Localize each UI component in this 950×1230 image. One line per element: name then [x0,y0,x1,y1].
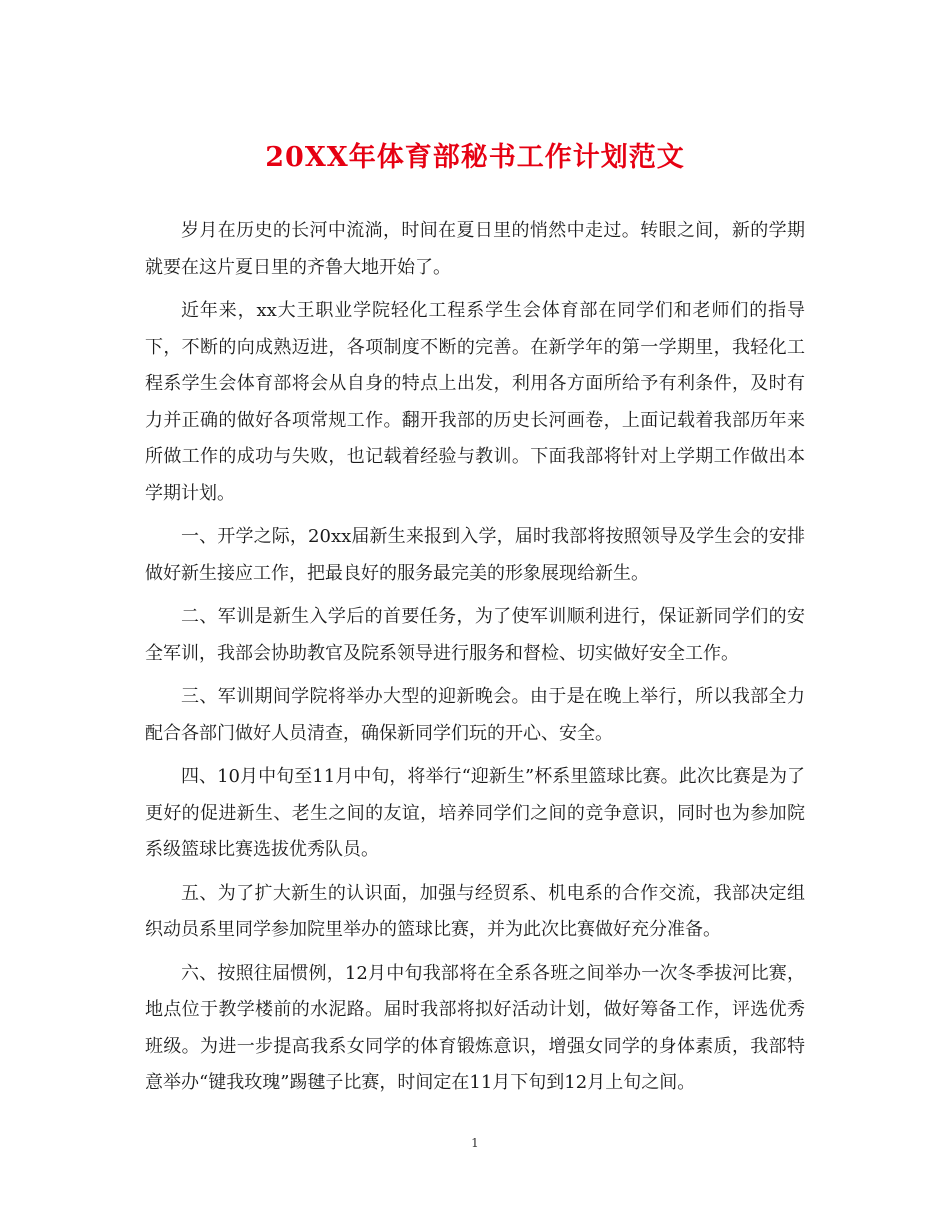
document-body [145,213,805,1109]
page-number: 1 [471,1136,479,1150]
document-title: 20XX年体育部秘书工作计划范文 [265,142,685,173]
paragraph: 三、军训期间学院将举办大型的迎新晚会。由于是在晚上举行，所以我部全力配合各部门做好人员清查，确保新同学们玩的开心、安全。 [145,686,805,744]
paragraph: 五、为了扩大新生的认识面，加强与经贸系、机电系的合作交流，我部决定组织动员系里同学参加院里举办的篮球比赛，并为此次比赛做好充分准备。 [145,882,805,940]
paragraph: 近年来，xx大王职业学院轻化工程系学生会体育部在同学们和老师们的指导下，不断的向成熟迈进，各项制度不断的完善。在新学年的第一学期里，我轻化工程系学生会体育部将会从自身的特点上出发，利用各方面所给予有利条件，及时有力并正确的做好各项常规工作。翻开我部的历史长河画卷，上面记载着我部历年来所做工作的成功与失败，也记载着经验与教训。下面我部将针对上学期工作做出本学期计划。 [145,300,805,504]
paragraph: 岁月在历史的长河中流淌，时间在夏日里的悄然中走过。转眼之间，新的学期就要在这片夏日里的齐鲁大地开始了。 [145,220,805,278]
paragraph: 二、军训是新生入学后的首要任务，为了使军训顺利进行，保证新同学们的安全军训，我部会协助教官及院系领导进行服务和督检、切实做好安全工作。 [145,606,805,664]
paragraph: 四、10月中旬至11月中旬，将举行“迎新生”杯系里篮球比赛。此次比赛是为了更好的促进新生、老生之间的友谊，培养同学们之间的竞争意识，同时也为参加院系级篮球比赛选拔优秀队员。 [145,766,805,860]
paragraph: 六、按照往届惯例，12月中旬我部将在全系各班之间举办一次冬季拔河比赛，地点位于教学楼前的水泥路。届时我部将拟好活动计划，做好筹备工作，评选优秀班级。为进一步提高我系女同学的体育锻炼意识，增强女同学的身体素质，我部特意举办“键我玫瑰”踢毽子比赛，时间定在11月下旬到12月上旬之间。 [145,962,805,1093]
paragraph: 一、开学之际，20xx届新生来报到入学，届时我部将按照领导及学生会的安排做好新生接应工作，把最良好的服务最完美的形象展现给新生。 [145,526,805,584]
